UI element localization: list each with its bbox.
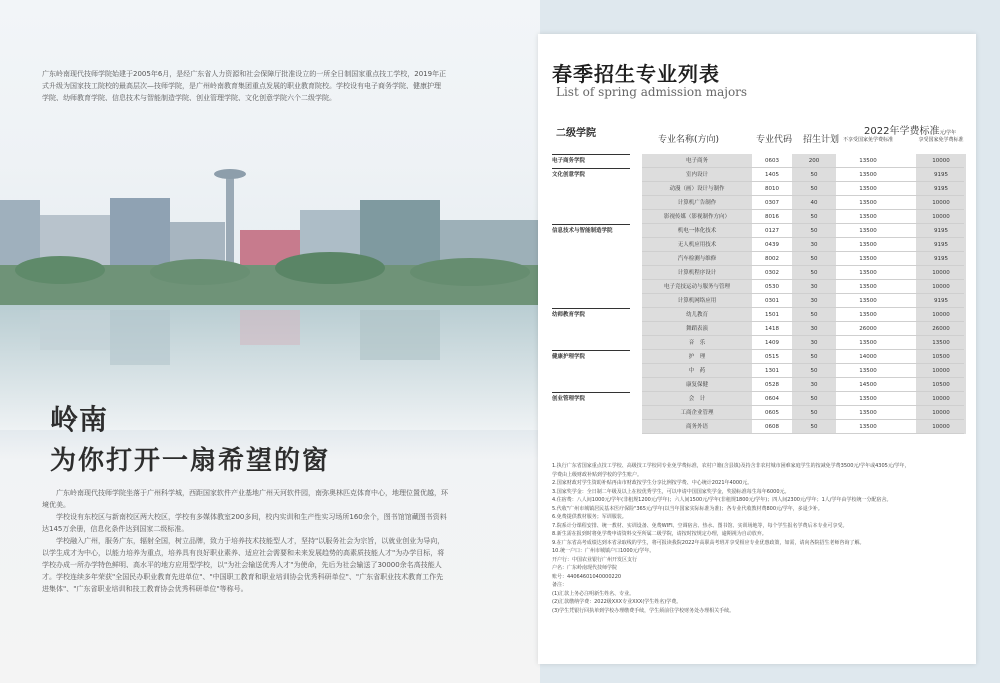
- major-cell: 电子商务: [642, 154, 752, 168]
- code-cell: 0515: [765, 354, 779, 360]
- fee-exempt-cell: 10000: [916, 308, 966, 322]
- fee-exempt-cell: 10000: [916, 364, 966, 378]
- college-cell: [552, 210, 644, 224]
- fee-no-exempt-cell: 26000: [859, 326, 877, 332]
- header-fee-exempt: 享受国家免学费标准: [918, 137, 964, 143]
- major-cell: 工商企业管理: [642, 406, 752, 420]
- table-row: [552, 294, 964, 308]
- header-college: 二级学院: [556, 128, 596, 139]
- college-cell: [552, 364, 644, 378]
- row-divider: [642, 433, 964, 434]
- fee-exempt-cell: 26000: [916, 322, 966, 336]
- major-cell: 动漫（画）设计与制作: [642, 182, 752, 196]
- table-row: [552, 420, 964, 434]
- major-cell: 护 理: [642, 350, 752, 364]
- note-line: 4.住宿费：八人间1000元/学年(非租规1200元/学年)；六人间1500元/学年(非租规1800元/学年)；四人间2300元/学年；1人/学年由学校统一分配宿舍。: [552, 497, 892, 503]
- plan-cell: 40: [792, 196, 836, 210]
- note-line: 账号：44064601040000220: [552, 573, 622, 580]
- note-line: 9.在广东省高考成绩达到本省录取线的学生，将可报读我院2022年高职高考班并享受相应专业优惠政策，如需，请向各院招生老师咨询了解。: [552, 539, 865, 546]
- description-paragraph: 广东岭南现代技师学院坐落于广州科学城，西距国家软件产业基地广州天河软件园，南弥奥林匹克体育中心，地理位置优越，环境优美。: [42, 489, 448, 509]
- plan-cell: 30: [792, 294, 836, 308]
- plan-cell: 30: [792, 378, 836, 392]
- fee-no-exempt-cell: 14500: [859, 382, 877, 388]
- college-cell: 幼师教育学院: [552, 312, 586, 318]
- note-line: 学费由上级财政补贴到学校的学生账户。: [552, 471, 643, 478]
- table-row: [552, 364, 964, 378]
- college-cell: [552, 378, 644, 392]
- major-cell: 音 乐: [642, 336, 752, 350]
- code-cell: 0301: [765, 298, 779, 304]
- college-cell: [552, 294, 644, 308]
- table-row: [552, 266, 964, 280]
- fee-exempt-cell: 10000: [916, 406, 966, 420]
- table-row: [552, 154, 964, 168]
- major-cell: 商务外语: [642, 420, 752, 434]
- plan-cell: 50: [792, 168, 836, 182]
- fee-exempt-cell: 13500: [916, 336, 966, 350]
- fee-exempt-cell: 10000: [916, 196, 966, 210]
- code-cell: 0302: [765, 270, 779, 276]
- table-row: [552, 280, 964, 294]
- page-subtitle: List of spring admission majors: [556, 85, 748, 99]
- header-fee-title: [864, 122, 956, 137]
- fee-no-exempt-cell: 13500: [859, 368, 877, 374]
- major-cell: 舞蹈表演: [642, 322, 752, 336]
- major-cell: 幼儿教育: [642, 308, 752, 322]
- major-cell: 机电一体化技术: [642, 224, 752, 238]
- fee-exempt-cell: 9195: [916, 182, 966, 196]
- major-cell: 计算机程序设计: [642, 266, 752, 280]
- description-paragraph: 学校融入广州，服务广东，辐射全国，树立品牌，致力于培养技术技能型人才，坚持"以服务社会为宗旨，以就业创业为导向，以学生成才为中心，以能力培养为重点，培养具有良好职业素养、适应社会需要和未来发展趋势的高素质技能人才"为办学目标，将学校办成一所办学特色鲜明、高水平的地方应用型学校，以"为社会输送优秀人才"为使命，先后为社会输送了30000余名高技能人才。学校连续多年荣获"全国民办职业教育先进单位"、"中国职工教育和职业培训协会优秀科研单位"、"广东省职业技术教育工作先进集体"、"广东省职业培训和技工教育协会优秀科研单位"等称号。: [42, 537, 445, 593]
- fee-no-exempt-cell: 13500: [859, 172, 877, 178]
- plan-cell: 50: [792, 364, 836, 378]
- campus-skyline-image: [0, 160, 540, 430]
- header-plan: 招生计划: [803, 135, 840, 145]
- plan-cell: 50: [792, 266, 836, 280]
- fee-no-exempt-cell: 13500: [859, 242, 877, 248]
- note-line: 7.院系计分课程安排、统一教材、实训设备、免费WIFI、空调宿舍、热水、图书馆、实训场地等，每个学生报名学费后本专业可享受。: [552, 522, 848, 529]
- table-row: [552, 182, 964, 196]
- code-cell: 1409: [765, 340, 779, 346]
- table-row: [552, 224, 964, 238]
- table-row: [552, 168, 964, 182]
- header-major: 专业名称(方向): [658, 135, 720, 145]
- major-cell: 影视传媒（影视制作方向）: [642, 210, 752, 224]
- header-fee-no-exempt: 不享受国家免学费标准: [842, 137, 893, 143]
- fee-exempt-cell: 9195: [916, 294, 966, 308]
- college-divider: [552, 392, 630, 393]
- fee-no-exempt-cell: 13500: [859, 396, 877, 402]
- code-cell: 0605: [765, 410, 779, 416]
- college-divider: [552, 308, 630, 309]
- fee-no-exempt-cell: 13500: [859, 214, 877, 220]
- fee-exempt-cell: 10000: [916, 210, 966, 224]
- college-cell: 创业管理学院: [552, 396, 586, 402]
- note-line: 8.新生需在报到时将免学费申请资料交至所属二级学院，请按时按规定办理，逾期视为自动放弃。: [552, 531, 767, 537]
- major-cell: 室内设计: [642, 168, 752, 182]
- table-row: [552, 196, 964, 210]
- headline-lingnan: 岭南: [50, 403, 109, 436]
- major-cell: 计算机网络应用: [642, 294, 752, 308]
- school-description: [42, 487, 450, 595]
- note-line: 备注：: [552, 582, 568, 588]
- fee-no-exempt-cell: 14000: [859, 354, 877, 360]
- plan-cell: 30: [792, 238, 836, 252]
- plan-cell: 50: [792, 420, 836, 434]
- code-cell: 1418: [765, 326, 779, 332]
- college-divider: [552, 168, 630, 169]
- headline-slogan: 为你打开一扇希望的窗: [50, 446, 331, 476]
- fee-no-exempt-cell: 13500: [859, 410, 877, 416]
- plan-cell: 50: [792, 406, 836, 420]
- college-cell: [552, 196, 644, 210]
- college-cell: 文化创意学院: [552, 172, 586, 178]
- plan-cell: 50: [792, 392, 836, 406]
- college-cell: 信息技术与智能制造学院: [552, 228, 613, 234]
- major-cell: 无人机应用技术: [642, 238, 752, 252]
- fee-exempt-cell: 9195: [916, 168, 966, 182]
- code-cell: 0530: [765, 284, 779, 290]
- college-cell: [552, 336, 644, 350]
- college-cell: 电子商务学院: [552, 158, 586, 164]
- plan-cell: 30: [792, 280, 836, 294]
- college-cell: [552, 266, 644, 280]
- plan-cell: 30: [792, 322, 836, 336]
- college-divider: [552, 350, 630, 351]
- plan-cell: 50: [792, 182, 836, 196]
- note-line: 5.代收"广州市城镇居民基本医疗保险"365元/学年(以当年国家实际标准为准)；各专业代收教材费800元/学年，多退少补。: [552, 505, 823, 512]
- code-cell: 0604: [765, 396, 779, 402]
- fee-exempt-cell: 9195: [916, 224, 966, 238]
- fee-no-exempt-cell: 13500: [859, 200, 877, 206]
- admission-notes: [552, 462, 962, 615]
- major-cell: 电子竞技运动与服务与管理: [642, 280, 752, 294]
- major-cell: 汽车检测与维修: [642, 252, 752, 266]
- fee-exempt-cell: 9195: [916, 238, 966, 252]
- table-row: [552, 238, 964, 252]
- table-row: [552, 378, 964, 392]
- code-cell: 0528: [765, 382, 779, 388]
- note-line: (3)学生凭银行回执单到学校办理缴费手续，学生须前往学校财务处办理相关手续。: [552, 607, 735, 614]
- table-row: [552, 210, 964, 224]
- fee-unit-text: 元/学年: [939, 130, 957, 136]
- note-line: 开户行：中国农业银行广州开发区支行: [552, 556, 638, 563]
- note-line: 3.国家奖学金：全日制二年级及以上在校优秀学生，可以申请中国国家奖学金，奖励标准每生每年6000元。: [552, 488, 790, 495]
- college-cell: 健康护理学院: [552, 354, 586, 360]
- fee-exempt-cell: 10000: [916, 280, 966, 294]
- code-cell: 0307: [765, 200, 779, 206]
- code-cell: 0603: [765, 158, 779, 164]
- code-cell: 1405: [765, 172, 779, 178]
- plan-cell: 200: [792, 154, 836, 168]
- college-cell: [552, 406, 644, 420]
- plan-cell: 50: [792, 252, 836, 266]
- plan-cell: 50: [792, 224, 836, 238]
- fee-exempt-cell: 10000: [916, 392, 966, 406]
- table-row: [552, 336, 964, 350]
- plan-cell: 30: [792, 336, 836, 350]
- table-row: [552, 406, 964, 420]
- right-page: [538, 34, 976, 664]
- fee-exempt-cell: 10000: [916, 266, 966, 280]
- page-title: 春季招生专业列表: [552, 62, 720, 86]
- note-line: 2.国家财政对学生资助补贴再由市财政按学生分享比例按学费、中心统计2021年4000元。: [552, 480, 753, 486]
- college-cell: [552, 322, 644, 336]
- fee-exempt-cell: 10000: [916, 420, 966, 434]
- major-cell: 康复保健: [642, 378, 752, 392]
- college-cell: [552, 420, 644, 434]
- college-cell: [552, 252, 644, 266]
- description-paragraph: 学校设有东校区与新南校区两大校区，学校有多媒体教室200多间，校内实训和生产性实习场所160余个，图书馆馆藏图书资料达145万余册，信息化条件达到国家二级标准。: [42, 513, 447, 533]
- fee-no-exempt-cell: 13500: [859, 270, 877, 276]
- major-cell: 计算机广告制作: [642, 196, 752, 210]
- college-cell: [552, 238, 644, 252]
- fee-no-exempt-cell: 13500: [859, 424, 877, 430]
- note-line: 1.执行广东省国家重点技工学校、高级技工学校同专业免学费标准，农村户籍(含县镇)及持含非农村城市困难家庭学生的按减免学费3500元/学年或4305元/学年，: [552, 463, 910, 469]
- fee-no-exempt-cell: 13500: [859, 340, 877, 346]
- fee-exempt-cell: 9195: [916, 252, 966, 266]
- code-cell: 8010: [765, 186, 779, 192]
- intro-text: 广东岭南现代技师学院始建于2005年6月，是经广东省人力资源和社会保障厅批准设立的一所全日制国家重点技工学校，2019年正式升级为国家技工院校的最高层次—技师学院，是广州岭南教育集团重点发展的职业教育院校。学校设有电子商务学院、健康护理学院、幼师教育学院、信息技术与智能制造学院、创业管理学院、文化创意学院六个二级学院。: [42, 70, 447, 102]
- college-divider: [552, 224, 630, 225]
- fee-no-exempt-cell: 13500: [859, 228, 877, 234]
- code-cell: 8002: [765, 256, 779, 262]
- college-cell: [552, 182, 644, 196]
- code-cell: 0127: [765, 228, 779, 234]
- fee-no-exempt-cell: 13500: [859, 158, 877, 164]
- header-code: 专业代码: [756, 135, 793, 145]
- code-cell: 0608: [765, 424, 779, 430]
- table-row: [552, 252, 964, 266]
- note-line: 6.免费提供教材服务；军训服装。: [552, 514, 627, 520]
- table-row: [552, 308, 964, 322]
- college-cell: [552, 280, 644, 294]
- table-row: [552, 322, 964, 336]
- code-cell: 0439: [765, 242, 779, 248]
- fee-no-exempt-cell: 13500: [859, 256, 877, 262]
- majors-table: [552, 154, 964, 434]
- fee-no-exempt-cell: 13500: [859, 186, 877, 192]
- plan-cell: 50: [792, 350, 836, 364]
- fee-title-text: 2022年学费标准: [864, 126, 940, 137]
- table-row: [552, 392, 964, 406]
- fee-no-exempt-cell: 13500: [859, 298, 877, 304]
- fee-exempt-cell: 10500: [916, 350, 966, 364]
- note-line: (1)汇款上务必注明新生姓名、专业。: [552, 590, 635, 597]
- major-cell: 中 药: [642, 364, 752, 378]
- code-cell: 1301: [765, 368, 779, 374]
- table-row: [552, 350, 964, 364]
- note-line: 10.统一户口：广州市城镇户口1000元/学年。: [552, 548, 655, 554]
- code-cell: 1501: [765, 312, 779, 318]
- code-cell: 8016: [765, 214, 779, 220]
- fee-no-exempt-cell: 13500: [859, 284, 877, 290]
- fee-exempt-cell: 10500: [916, 378, 966, 392]
- fee-no-exempt-cell: 13500: [859, 312, 877, 318]
- plan-cell: 50: [792, 210, 836, 224]
- plan-cell: 50: [792, 308, 836, 322]
- college-divider: [552, 154, 630, 155]
- major-cell: 会 计: [642, 392, 752, 406]
- note-line: 户名：广东岭南现代技师学院: [552, 565, 618, 571]
- fee-exempt-cell: 10000: [916, 154, 966, 168]
- note-line: (2)汇款缴纳学费：2022级XXX专业XXX(学生姓名)学费。: [552, 599, 682, 605]
